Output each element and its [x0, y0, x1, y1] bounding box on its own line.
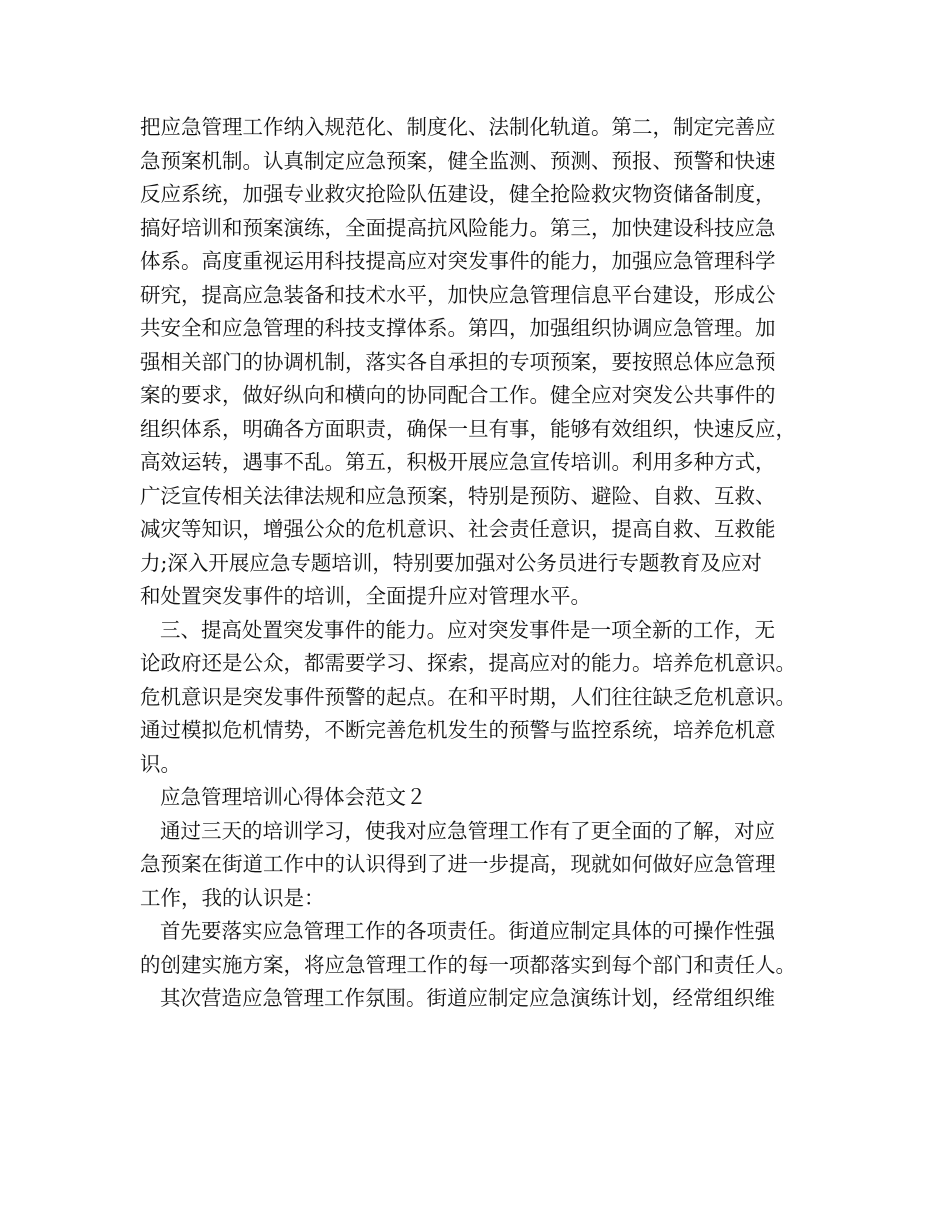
- text-line: 力;深入开展应急专题培训，特别要加强对公务员进行专题教育及应对: [140, 550, 762, 575]
- text-line: 组织体系，明确各方面职责，确保一旦有事，能够有效组织，快速反应，: [140, 416, 796, 441]
- paragraph-start-line: 三、提高处置突发事件的能力。应对突发事件是一项全新的工作，无: [160, 617, 775, 642]
- text-line: 的创建实施方案，将应急管理工作的每一项都落实到每个部门和责任人。: [140, 952, 796, 977]
- text-line: 反应系统，加强专业救灾抢险队伍建设，健全抢险救灾物资储备制度，: [140, 182, 776, 206]
- text-line: 危机意识是突发事件预警的起点。在和平时期，人们往往缺乏危机意识。: [140, 684, 796, 709]
- text-line: 研究，提高应急装备和技术水平，加快应急管理信息平台建设，形成公: [140, 282, 776, 307]
- text-line: 搞好培训和预案演练，全面提高抗风险能力。第三，加快建设科技应急: [140, 215, 776, 240]
- document-body: [140, 111, 830, 1016]
- text-line: 把应急管理工作纳入规范化、制度化、法制化轨道。第二，制定完善应: [140, 115, 776, 139]
- text-line: 广泛宣传相关法律法规和应急预案，特别是预防、避险、自救、互救、: [140, 483, 776, 508]
- text-line: 急预案机制。认真制定应急预案，健全监测、预测、预报、预警和快速: [140, 148, 776, 173]
- text-line: 减灾等知识，增强公众的危机意识、社会责任意识，提高自救、互救能: [140, 517, 776, 541]
- text-line: 论政府还是公众，都需要学习、探索，提高应对的能力。培养危机意识。: [140, 651, 796, 675]
- paragraph-start-line: 首先要落实应急管理工作的各项责任。街道应制定具体的可操作性强: [160, 919, 775, 943]
- section-heading: 应急管理培训心得体会范文２: [160, 785, 427, 809]
- text-line: 通过模拟危机情势，不断完善危机发生的预警与监控系统，培养危机意: [140, 718, 776, 742]
- paragraph-start-line: 通过三天的培训学习，使我对应急管理工作有了更全面的了解，对应: [160, 818, 775, 843]
- text-line: 案的要求，做好纵向和横向的协同配合工作。健全应对突发公共事件的: [140, 383, 776, 407]
- text-line: 强相关部门的协调机制，落实各自承担的专项预案，要按照总体应急预: [140, 349, 776, 374]
- text-line: 共安全和应急管理的科技支撑体系。第四，加强组织协调应急管理。加: [140, 316, 776, 340]
- text-line: 急预案在街道工作中的认识得到了进一步提高，现就如何做好应急管理: [140, 852, 776, 876]
- text-line: 工作，我的认识是：: [140, 885, 325, 910]
- text-line: 识。: [140, 751, 181, 776]
- paragraph-start-line: 其次营造应急管理工作氛围。街道应制定应急演练计划，经常组织维: [160, 986, 775, 1010]
- text-line: 和处置突发事件的培训，全面提升应对管理水平。: [140, 584, 591, 608]
- text-line: 体系。高度重视运用科技提高应对突发事件的能力，加强应急管理科学: [140, 249, 776, 273]
- text-line: 高效运转，遇事不乱。第五，积极开展应急宣传培训。利用多种方式，: [140, 450, 776, 474]
